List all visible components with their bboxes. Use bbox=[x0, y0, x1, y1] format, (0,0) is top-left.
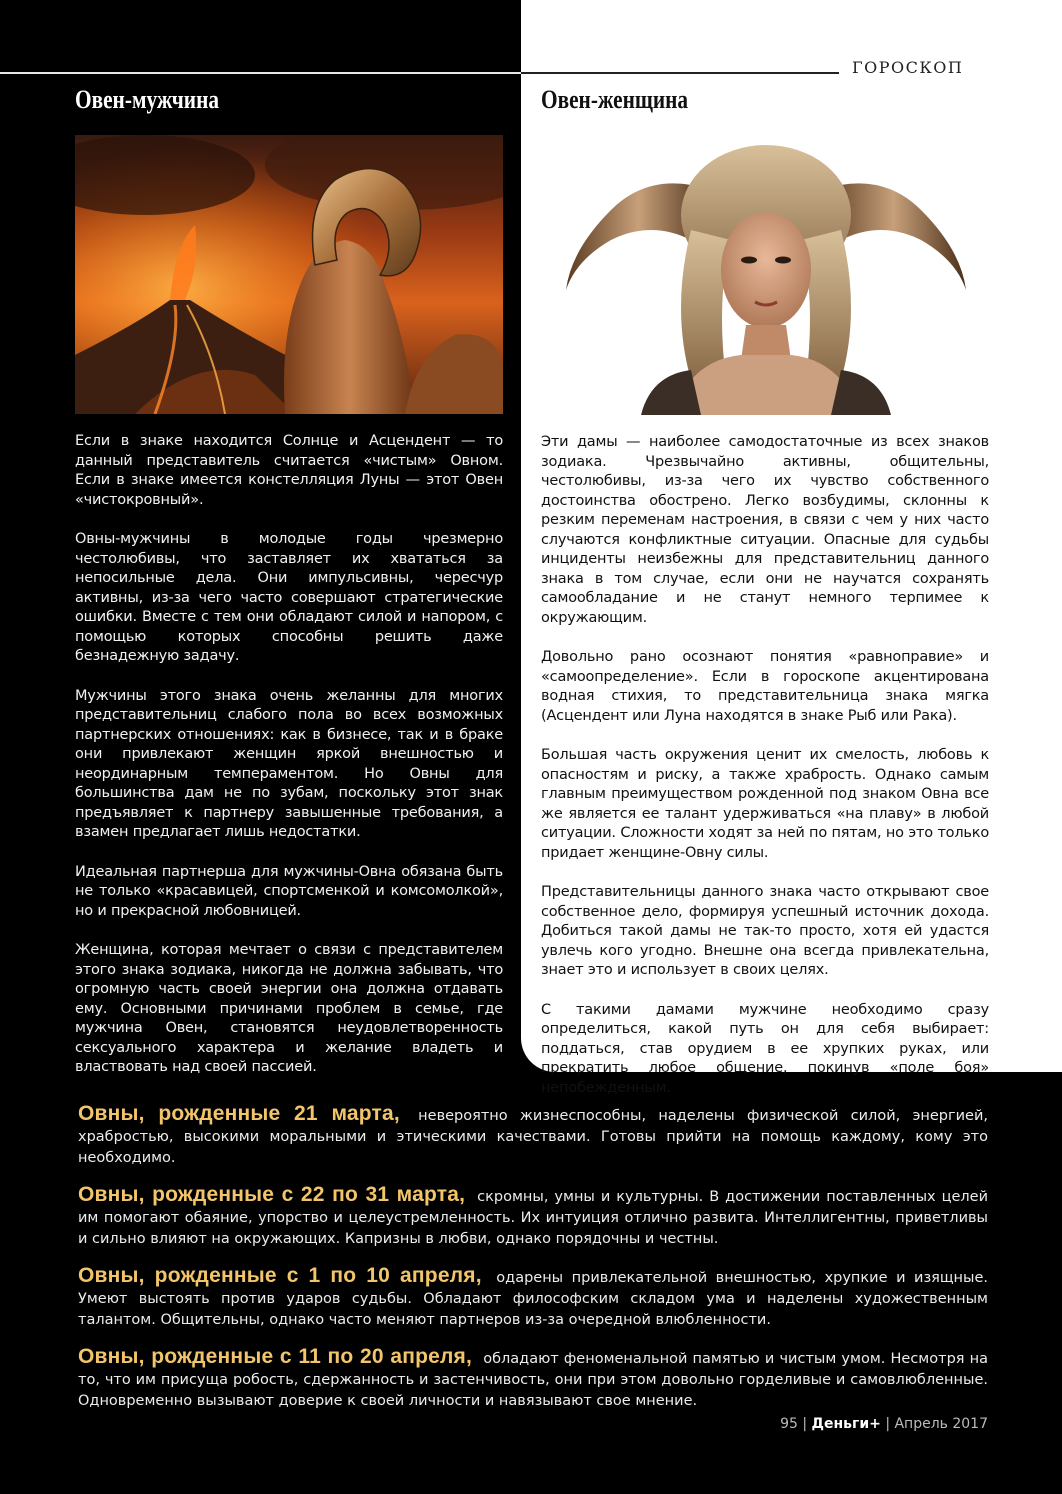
volcano-ram-illustration bbox=[75, 135, 503, 414]
woman-ram-horns-image bbox=[541, 130, 991, 415]
left-paragraph: Овны-мужчины в молодые годы чрезмерно честолюбивы, что заставляет их хвататься за непосильные дела. Они импульсивны, чересчур активны, из-за чего часто совершают стратегические ошибки. Вместе с тем они обладают силой и напором, с помощью которых способны решить даже безнадежную задачу. bbox=[75, 531, 503, 664]
right-paragraph: С такими дамами мужчине необходимо сразу определиться, какой путь он для себя выбирает: поддаться, став орудием в ее хрупких руках, или прекратить любое общение, покинув «поле боя» непобежденным. bbox=[541, 1001, 989, 1096]
birthday-entry bbox=[78, 1184, 988, 1250]
header-rule-left bbox=[0, 72, 521, 74]
section-label: ГОРОСКОП bbox=[852, 58, 964, 77]
birthday-text: скромны, умны и культурны. В достижении поставленных целей им помогают обаяние, упорство и целеустремленность. Их интуиция отлично развита. Интеллигентны, приветливы и сильно влияют на окружающих. Капризны в любви, однако порядочны и честны. bbox=[78, 1189, 989, 1247]
birthday-title: Овны, рожденные с 22 по 31 марта, bbox=[78, 1183, 466, 1206]
birthday-text: обладают феноменальной памятью и чистым умом. Несмотря на то, что им присуща робость, сдержанность и застенчивость, они при этом довольно горделивые и самовлюбленные. Одновременно вызывают доверие к своей личности и навязывают свое мнение. bbox=[78, 1351, 989, 1409]
left-paragraph: Если в знаке находится Солнце и Асцендент — то данный представитель считается «чистым» Овном. Если в знаке имеется констелляция Луны — этот Овен «чистокровный». bbox=[75, 433, 503, 508]
footer-separator: | bbox=[802, 1416, 808, 1432]
issue-date: Апрель 2017 bbox=[894, 1416, 988, 1432]
right-paragraph: Довольно рано осознают понятия «равноправие» и «самоопределение». Если в гороскопе акцентирована водная стихия, то представительница знака мягка (Асцендент или Луна находятся в знаке Рыб или Рака). bbox=[541, 649, 989, 724]
birthday-entry bbox=[78, 1103, 988, 1169]
volcano-ram-man-image bbox=[75, 135, 503, 414]
woman-ram-illustration bbox=[541, 130, 991, 415]
right-column-text bbox=[541, 433, 989, 1118]
birthday-entry bbox=[78, 1265, 988, 1331]
left-paragraph: Мужчины этого знака очень желанны для многих представительниц слабого пола во всех возможных партнерских отношениях: как в бизнесе, так и в браке они привлекают женщин яркой внешностью и неординарным темпераментом. Но Овны для большинства дам не по зубам, поскольку этот знак предъявляет к партнеру завышенные требования, а взамен предлагает лишь недостатки. bbox=[75, 687, 503, 840]
left-column-text bbox=[75, 432, 503, 1098]
footer-separator: | bbox=[885, 1416, 891, 1432]
birthday-title: Овны, рожденные 21 марта, bbox=[78, 1102, 400, 1125]
right-paragraph: Большая часть окружения ценит их смелость, любовь к опасностям и риску, а также храбрость. Однако самым главным преимуществом рожденной под знаком Овна все же является ее талант удерживаться «на плаву» в любой ситуации. Сложности ходят за ней по пятам, но это только придает женщине-Овну силы. bbox=[541, 747, 989, 861]
left-heading: Овен-мужчина bbox=[75, 85, 220, 114]
header-rule-right bbox=[521, 72, 839, 74]
left-paragraph: Женщина, которая мечтает о связи с представителем этого знака зодиака, никогда не должна забывать, что огромную часть своей энергии она должна отдавать ему. Основными причинами проблем в семье, где мужчина Овен, становятся неудовлетворенность сексуального характера и желание владеть и властвовать над своей пассией. bbox=[75, 942, 503, 1075]
birthday-text: одарены привлекательной внешностью, хрупкие и изящные. Умеют выстоять против ударов судьбы. Обладают философским складом ума и наделены художественным талантом. Общительны, однако часто меняют партнеров из-за очередной влюбленности. bbox=[78, 1270, 989, 1328]
magazine-name: Деньги+ bbox=[811, 1416, 881, 1432]
left-paragraph: Идеальная партнерша для мужчины-Овна обязана быть не только «красавицей, спортсменкой и комсомолкой», но и прекрасной любовницей. bbox=[75, 863, 503, 919]
birthday-title: Овны, рожденные с 1 по 10 апреля, bbox=[78, 1264, 482, 1287]
birthday-title: Овны, рожденные с 11 по 20 апреля, bbox=[78, 1345, 473, 1368]
right-heading: Овен-женщина bbox=[541, 85, 689, 114]
right-paragraph: Эти дамы — наиболее самодостаточные из всех знаков зодиака. Чрезвычайно активны, общительны, честолюбивы, из-за чего их чувство собственного достоинства обострено. Легко возбудимы, склонны к резким переменам настроения, в связи с чем у них часто случаются конфликтные ситуации. Опасные для судьбы инциденты неизбежны для представительниц данного знака в том случае, если они не научатся сохранять самообладание и не станут немного терпимее к окружающим. bbox=[541, 434, 989, 626]
birthday-entry bbox=[78, 1346, 988, 1412]
right-paragraph: Представительницы данного знака часто открывают свое собственное дело, формируя успешный источник дохода. Добиться такой дамы не так-то просто, хотя ей удастся увлечь кого угодно. Внешне она всегда привлекательна, знает это и использует в своих целях. bbox=[541, 884, 989, 978]
birthday-text: невероятно жизнеспособны, наделены физической силой, энергией, храбростью, высокими моральными и этическими качествами. Готовы прийти на помощь каждому, кому это необходимо. bbox=[78, 1108, 989, 1166]
page-number: 95 bbox=[780, 1416, 798, 1432]
page-footer bbox=[780, 1416, 988, 1432]
birthdays-section bbox=[78, 1103, 988, 1427]
